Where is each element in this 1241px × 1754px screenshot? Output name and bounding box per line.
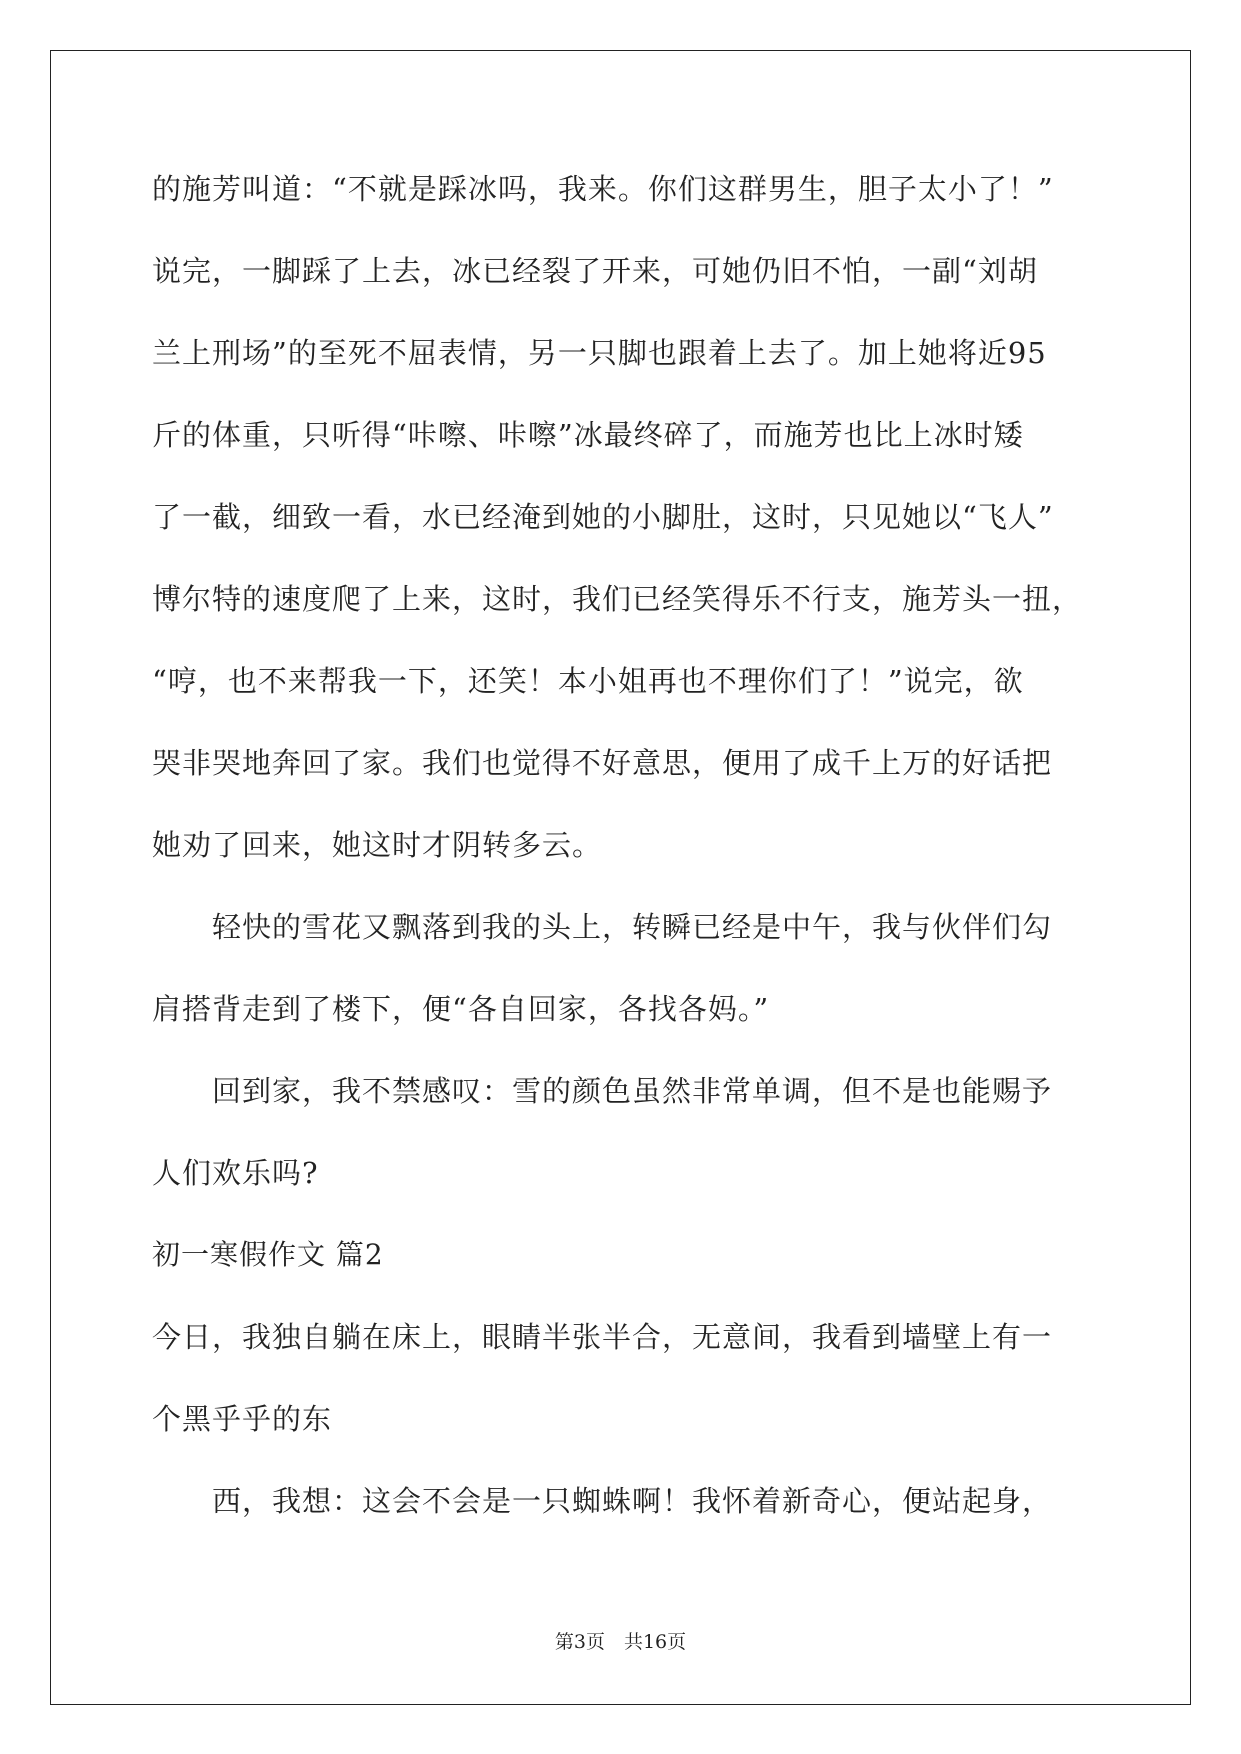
text-line: “哼，也不来帮我一下，还笑！本小姐再也不理你们了！”说完，欲: [152, 664, 1024, 698]
text-line: 了一截，细致一看，水已经淹到她的小脚肚，这时，只见她以“飞人”: [152, 500, 1054, 534]
text-line: 哭非哭地奔回了家。我们也觉得不好意思，便用了成千上万的好话把: [152, 746, 1053, 780]
text-line: 博尔特的速度爬了上来，这时，我们已经笑得乐不行支，施芳头一扭，: [152, 582, 1083, 616]
text-line: 斤的体重，只听得“咔嚓、咔嚓”冰最终碎了，而施芳也比上冰时矮: [152, 418, 1024, 452]
page-number: 第3页 共16页: [554, 1631, 687, 1653]
text-line: 的施芳叫道：“不就是踩冰吗，我来。你们这群男生，胆子太小了！”: [152, 172, 1054, 206]
text-line: 兰上刑场”的至死不屈表情，另一只脚也跟着上去了。加上她将近95: [152, 336, 1047, 370]
text-line: 今日，我独自躺在床上，眼睛半张半合，无意间，我看到墙壁上有一: [152, 1320, 1053, 1354]
text-line: 说完，一脚踩了上去，冰已经裂了开来，可她仍旧不怕，一副“刘胡: [152, 254, 1038, 288]
text-line: 轻快的雪花又飘落到我的头上，转瞬已经是中午，我与伙伴们勾: [152, 910, 1053, 944]
section-heading: 初一寒假作文 篇2: [152, 1238, 384, 1271]
text-line: 肩搭背走到了楼下，便“各自回家，各找各妈。”: [152, 992, 770, 1026]
body-text: [152, 148, 1092, 1542]
text-line: 西，我想：这会不会是一只蜘蛛啊！我怀着新奇心，便站起身，: [152, 1484, 1053, 1518]
text-line: 个黑乎乎的东: [152, 1402, 333, 1436]
text-line: 人们欢乐吗?: [152, 1156, 319, 1190]
text-line: 回到家，我不禁感叹：雪的颜色虽然非常单调，但不是也能赐予: [152, 1074, 1053, 1108]
text-line: 她劝了回来，她这时才阴转多云。: [152, 828, 603, 862]
